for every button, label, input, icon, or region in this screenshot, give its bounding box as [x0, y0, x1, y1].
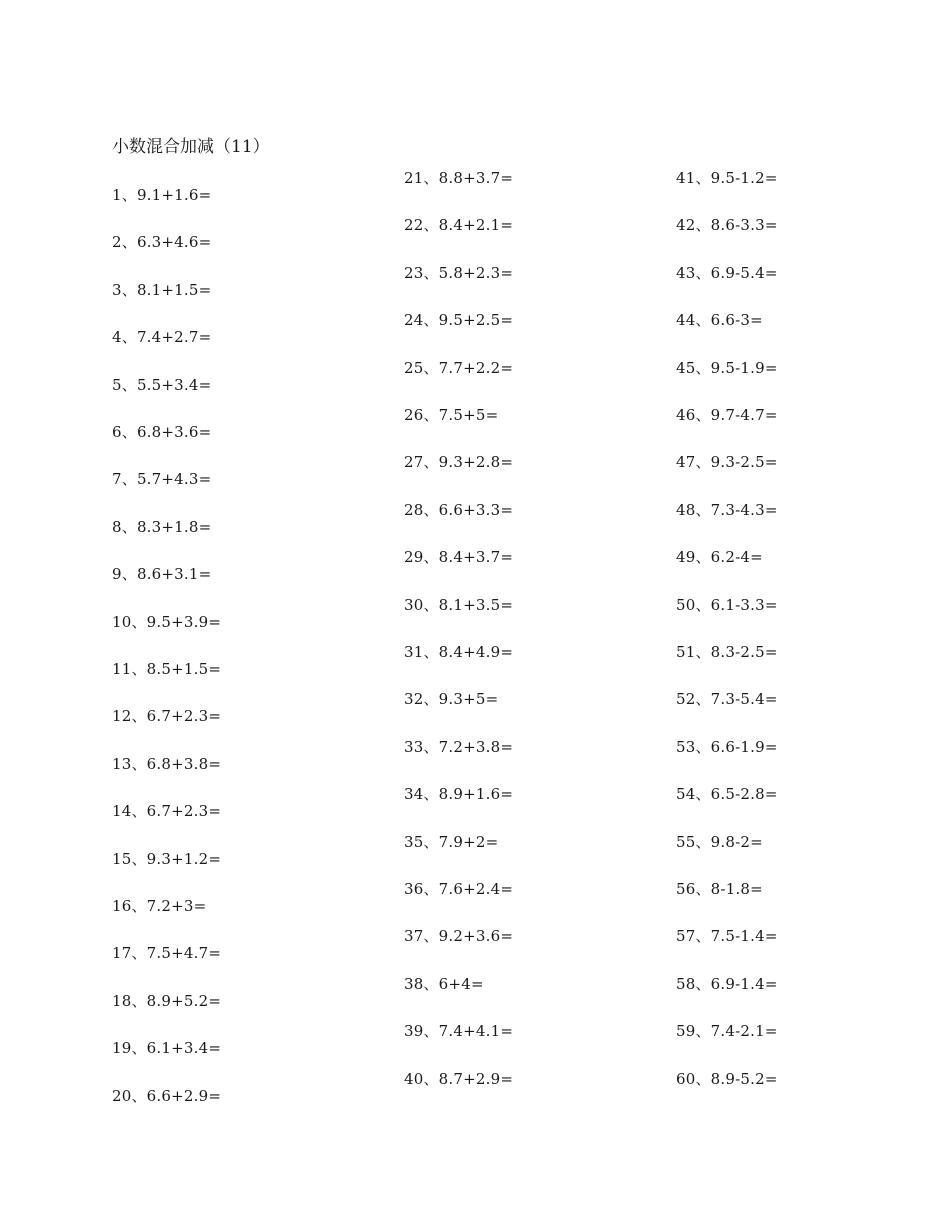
problem-item: 54、6.5-2.8=: [676, 785, 778, 804]
problem-item: 22、8.4+2.1=: [404, 216, 514, 235]
problem-item: 10、9.5+3.9=: [112, 612, 222, 631]
problem-item: 47、9.3-2.5=: [676, 453, 778, 472]
problem-item: 8、8.3+1.8=: [112, 517, 212, 536]
problem-item: 26、7.5+5=: [404, 406, 499, 424]
worksheet-title: 小数混合加减（11）: [112, 137, 270, 157]
problem-item: 6、6.8+3.6=: [112, 423, 212, 441]
problem-item: 58、6.9-1.4=: [676, 974, 778, 993]
problem-item: 34、8.9+1.6=: [404, 785, 514, 804]
problem-item: 5、5.5+3.4=: [112, 375, 212, 394]
problem-item: 17、7.5+4.7=: [112, 944, 222, 963]
problem-item: 18、8.9+5.2=: [112, 991, 222, 1010]
problem-item: 46、9.7-4.7=: [676, 406, 778, 424]
problem-item: 30、8.1+3.5=: [404, 595, 514, 614]
problem-item: 59、7.4-2.1=: [676, 1022, 778, 1041]
problem-item: 2、6.3+4.6=: [112, 233, 212, 252]
problem-item: 41、9.5-1.2=: [676, 169, 778, 187]
problem-item: 42、8.6-3.3=: [676, 216, 778, 235]
problem-item: 48、7.3-4.3=: [676, 500, 778, 519]
problem-item: 9、8.6+3.1=: [112, 565, 212, 584]
problem-item: 27、9.3+2.8=: [404, 453, 514, 472]
problem-item: 55、9.8-2=: [676, 832, 763, 851]
problem-item: 33、7.2+3.8=: [404, 737, 514, 756]
problem-item: 51、8.3-2.5=: [676, 643, 778, 661]
problem-item: 38、6+4=: [404, 974, 484, 993]
problem-item: 1、9.1+1.6=: [112, 186, 212, 204]
problem-item: 57、7.5-1.4=: [676, 927, 778, 946]
problem-item: 15、9.3+1.2=: [112, 849, 222, 868]
problem-item: 19、6.1+3.4=: [112, 1039, 222, 1058]
problem-item: 44、6.6-3=: [676, 311, 763, 330]
problem-item: 16、7.2+3=: [112, 897, 207, 915]
problem-item: 20、6.6+2.9=: [112, 1086, 222, 1105]
problem-item: 31、8.4+4.9=: [404, 643, 514, 661]
problem-item: 3、8.1+1.5=: [112, 280, 212, 299]
problem-item: 36、7.6+2.4=: [404, 880, 514, 898]
problem-item: 45、9.5-1.9=: [676, 358, 778, 377]
problem-item: 32、9.3+5=: [404, 690, 499, 709]
problem-item: 21、8.8+3.7=: [404, 169, 514, 187]
problem-item: 39、7.4+4.1=: [404, 1022, 514, 1041]
problem-item: 23、5.8+2.3=: [404, 263, 514, 282]
problem-item: 28、6.6+3.3=: [404, 500, 514, 519]
problem-item: 14、6.7+2.3=: [112, 802, 222, 821]
problem-item: 56、8-1.8=: [676, 880, 763, 898]
problem-item: 7、5.7+4.3=: [112, 470, 212, 489]
problem-item: 37、9.2+3.6=: [404, 927, 514, 946]
problem-item: 13、6.8+3.8=: [112, 754, 222, 773]
problem-item: 60、8.9-5.2=: [676, 1069, 778, 1088]
problem-item: 43、6.9-5.4=: [676, 263, 778, 282]
problem-item: 50、6.1-3.3=: [676, 595, 778, 614]
problem-item: 11、8.5+1.5=: [112, 660, 222, 678]
problem-item: 49、6.2-4=: [676, 548, 763, 567]
problem-item: 29、8.4+3.7=: [404, 548, 514, 567]
problem-item: 52、7.3-5.4=: [676, 690, 778, 709]
problem-item: 25、7.7+2.2=: [404, 358, 514, 377]
problem-item: 40、8.7+2.9=: [404, 1069, 514, 1088]
problem-item: 53、6.6-1.9=: [676, 737, 778, 756]
problem-item: 12、6.7+2.3=: [112, 707, 222, 726]
problem-item: 35、7.9+2=: [404, 832, 499, 851]
problem-item: 24、9.5+2.5=: [404, 311, 514, 330]
problem-item: 4、7.4+2.7=: [112, 328, 212, 347]
